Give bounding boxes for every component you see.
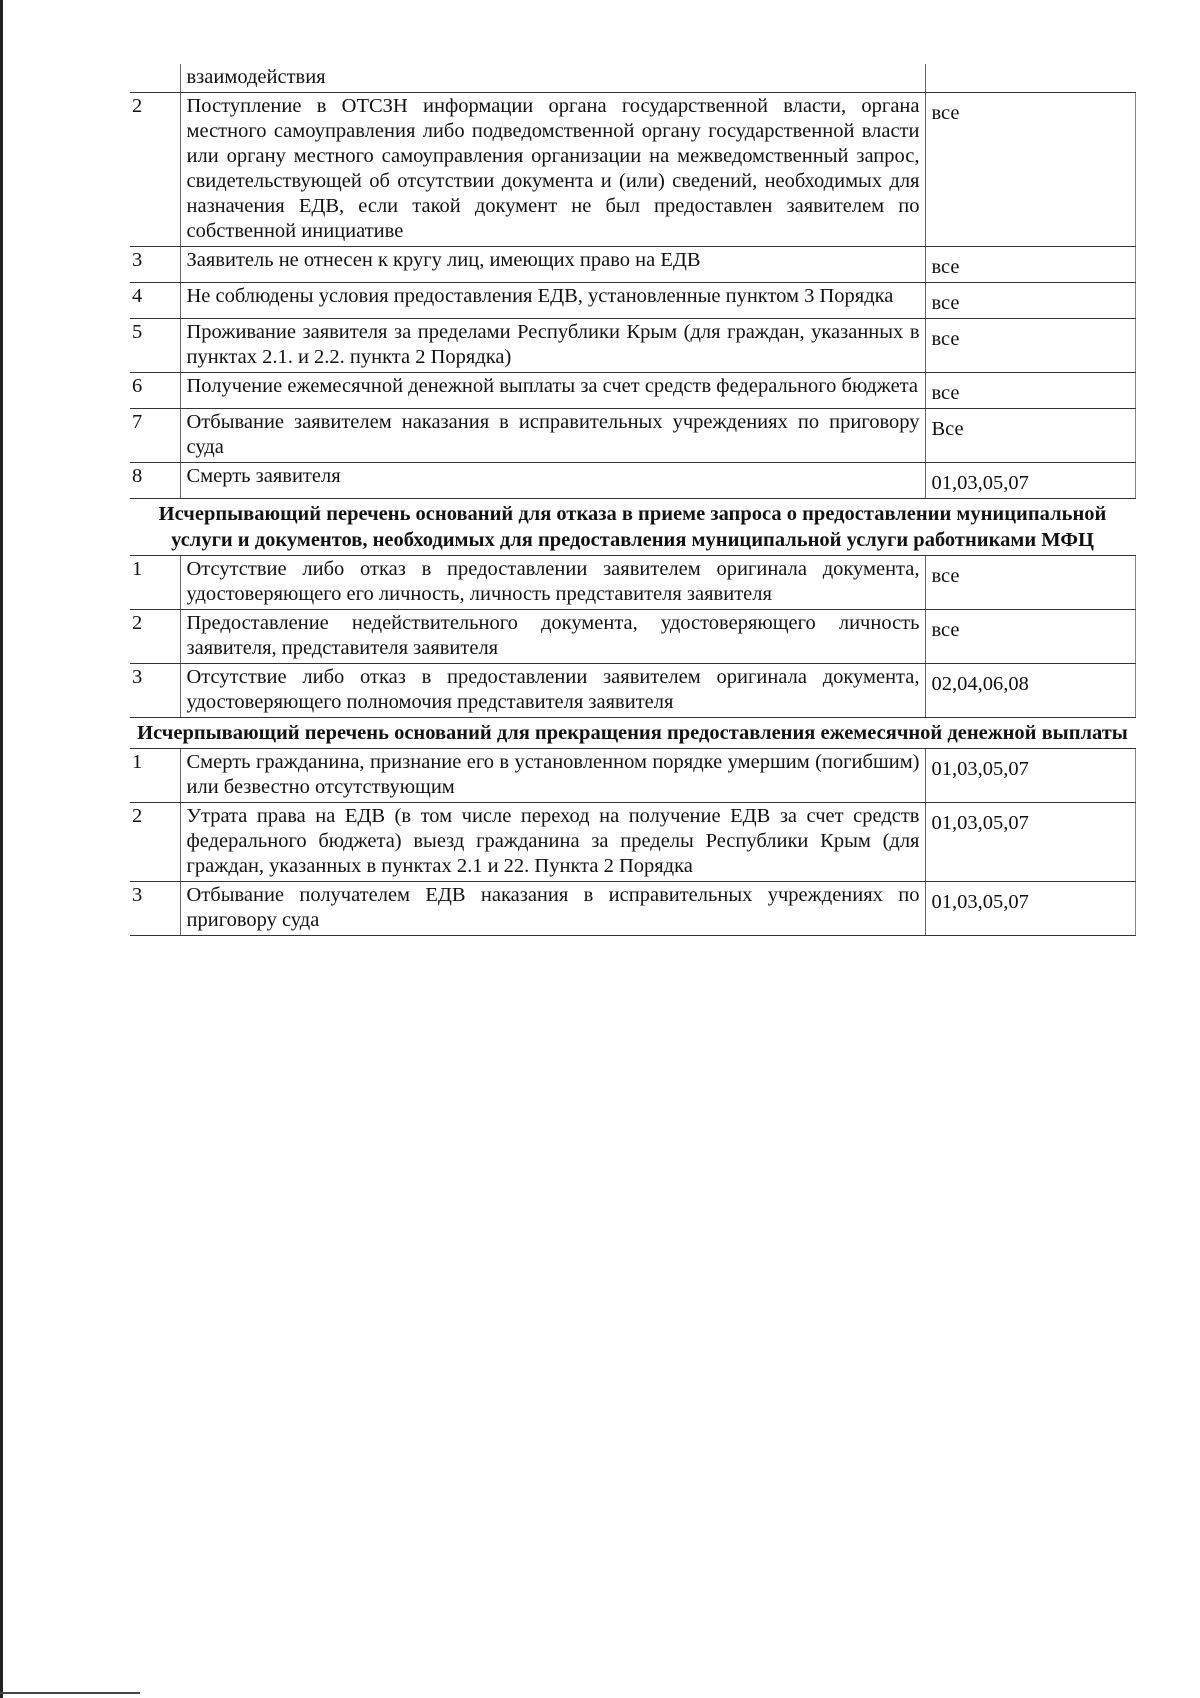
- table-row: [130, 247, 1135, 283]
- row-text: взаимодействия: [180, 64, 925, 93]
- row-text: Не соблюдены условия предоставления ЕДВ, установленные пунктом 3 Порядка: [180, 283, 925, 319]
- row-text: Отбывание заявителем наказания в исправительных учреждениях по приговору суда: [180, 409, 925, 463]
- row-text: Предоставление недействительного документа, удостоверяющего личность заявителя, представителя заявителя: [180, 610, 925, 664]
- row-code: 02,04,06,08: [925, 664, 1135, 718]
- section-heading-row: [130, 499, 1135, 556]
- row-number: 2: [130, 803, 180, 882]
- row-code: все: [925, 610, 1135, 664]
- row-code: 01,03,05,07: [925, 463, 1135, 499]
- table-row: [130, 409, 1135, 463]
- row-code: 01,03,05,07: [925, 882, 1135, 936]
- table-row: [130, 556, 1135, 610]
- grounds-table: [130, 64, 1136, 936]
- row-number: 1: [130, 749, 180, 803]
- row-number: [130, 64, 180, 93]
- scan-edge-bottom: [0, 1692, 140, 1694]
- row-code: все: [925, 373, 1135, 409]
- row-text: Отсутствие либо отказ в предоставлении заявителем оригинала документа, удостоверяющего полномочия представителя заявителя: [180, 664, 925, 718]
- table-row-continuation: [130, 64, 1135, 93]
- row-number: 2: [130, 93, 180, 247]
- table-row: [130, 610, 1135, 664]
- table-row: [130, 882, 1135, 936]
- row-code: Все: [925, 409, 1135, 463]
- row-code: все: [925, 247, 1135, 283]
- table-row: [130, 319, 1135, 373]
- row-code: 01,03,05,07: [925, 749, 1135, 803]
- row-number: 1: [130, 556, 180, 610]
- row-number: 7: [130, 409, 180, 463]
- row-text: Получение ежемесячной денежной выплаты за счет средств федерального бюджета: [180, 373, 925, 409]
- table-row: [130, 283, 1135, 319]
- row-text: Утрата права на ЕДВ (в том числе переход на получение ЕДВ за счет средств федерального бюджета) выезд гражданина за пределы Республики Крым (для граждан, указанных в пунктах 2.1 и 22. Пункта 2 Порядка: [180, 803, 925, 882]
- row-code: [925, 64, 1135, 93]
- row-text: Заявитель не отнесен к кругу лиц, имеющих право на ЕДВ: [180, 247, 925, 283]
- row-text: Смерть заявителя: [180, 463, 925, 499]
- table-row: [130, 664, 1135, 718]
- row-text: Смерть гражданина, признание его в установленном порядке умершим (погибшим) или безвестно отсутствующим: [180, 749, 925, 803]
- row-code: все: [925, 283, 1135, 319]
- row-number: 3: [130, 882, 180, 936]
- row-code: 01,03,05,07: [925, 803, 1135, 882]
- section-heading-termination: Исчерпывающий перечень оснований для прекращения предоставления ежемесячной денежной выплаты: [130, 718, 1135, 749]
- row-number: 8: [130, 463, 180, 499]
- row-number: 4: [130, 283, 180, 319]
- table-row: [130, 373, 1135, 409]
- row-code: все: [925, 319, 1135, 373]
- row-text: Проживание заявителя за пределами Республики Крым (для граждан, указанных в пунктах 2.1. и 2.2. пункта 2 Порядка): [180, 319, 925, 373]
- row-text: Отсутствие либо отказ в предоставлении заявителем оригинала документа, удостоверяющего его личность, личность представителя заявителя: [180, 556, 925, 610]
- row-number: 6: [130, 373, 180, 409]
- section-heading-refusal-mfc: Исчерпывающий перечень оснований для отказа в приеме запроса о предоставлении муниципальной услуги и документов, необходимых для предоставления муниципальной услуги работниками МФЦ: [130, 499, 1135, 556]
- row-number: 3: [130, 247, 180, 283]
- row-code: все: [925, 556, 1135, 610]
- table-row: [130, 803, 1135, 882]
- row-number: 2: [130, 610, 180, 664]
- table-row: [130, 93, 1135, 247]
- table-row: [130, 749, 1135, 803]
- row-text: Поступление в ОТСЗН информации органа государственной власти, органа местного самоуправления либо подведомственной органу государственной власти или органу местного самоуправления организации на межведомственный запрос, свидетельствующей об отсутствии документа и (или) сведений, необходимых для назначения ЕДВ, если такой документ не был предоставлен заявителем по собственной инициативе: [180, 93, 925, 247]
- row-code: все: [925, 93, 1135, 247]
- scan-edge-left: [0, 0, 3, 1698]
- section-heading-row: [130, 718, 1135, 749]
- row-number: 5: [130, 319, 180, 373]
- row-number: 3: [130, 664, 180, 718]
- table-row: [130, 463, 1135, 499]
- row-text: Отбывание получателем ЕДВ наказания в исправительных учреждениях по приговору суда: [180, 882, 925, 936]
